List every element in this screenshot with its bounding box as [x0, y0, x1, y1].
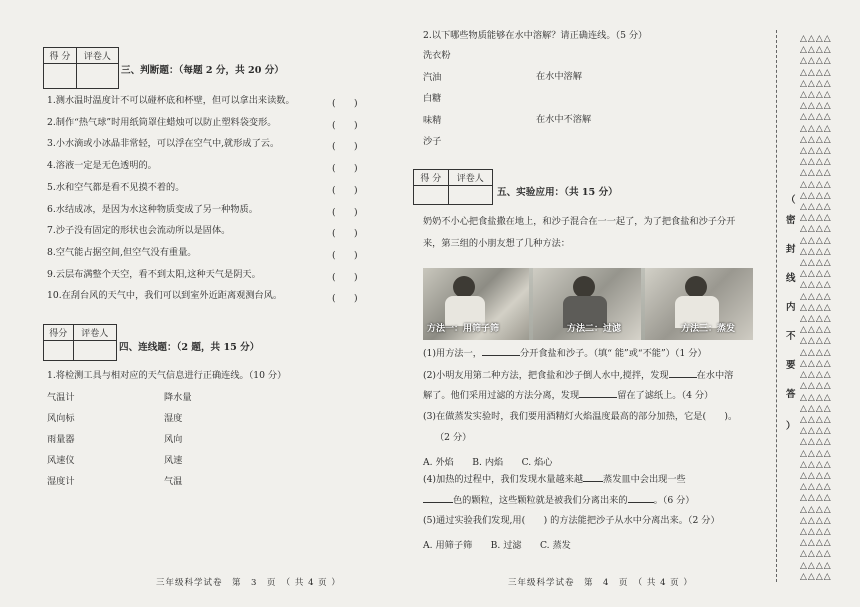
- page-footer-left: 三年级科学试卷 第 3 页 （ 共 4 页 ）: [156, 578, 341, 588]
- answer-blank-2a[interactable]: [669, 377, 697, 378]
- weather-item[interactable]: 风速: [164, 455, 183, 466]
- question-5-3-options: A. 外焰 B. 内焰 C. 焰心: [423, 457, 553, 468]
- grader-cell[interactable]: [73, 341, 117, 361]
- answer-paren[interactable]: ( ): [332, 293, 358, 305]
- grader-cell[interactable]: [76, 64, 118, 89]
- question-5-5-options: A. 用筛子筛 B. 过滤 C. 蒸发: [423, 540, 571, 551]
- score-label: 得 分: [44, 48, 77, 64]
- method2-caption: 方法二：过滤: [567, 324, 622, 334]
- tool-item[interactable]: 风向标: [47, 413, 75, 424]
- substance-item[interactable]: 白糖: [423, 93, 442, 104]
- tool-item[interactable]: 雨量器: [47, 434, 75, 445]
- seal-char: 答: [786, 389, 796, 400]
- section5-title: 五、实验应用：（共 15 分）: [497, 187, 618, 198]
- page-footer-right: 三年级科学试卷 第 4 页 （ 共 4 页 ）: [508, 578, 693, 588]
- seal-char: 不: [786, 331, 796, 342]
- section3-title: 三、判断题：（每题 2 分，共 20 分）: [121, 65, 284, 76]
- score-label: 得分: [44, 325, 74, 341]
- score-box-section3: [43, 47, 119, 89]
- score-label: 得 分: [414, 170, 449, 186]
- score-cell[interactable]: [44, 341, 74, 361]
- answer-blank-4c[interactable]: [628, 502, 654, 503]
- grader-label: 评卷人: [448, 170, 492, 186]
- question-5-1: (1)用方法一， 分开食盐和沙子。（填“ 能”或“不能”）（1 分）: [423, 348, 707, 359]
- judge-item: 9.云层布满整个天空，看不到太阳,这种天气是阴天。: [47, 268, 261, 280]
- seal-char: 线: [786, 273, 796, 284]
- substance-item[interactable]: 洗衣粉: [423, 50, 451, 61]
- method3-caption: 方法三：蒸发: [681, 324, 736, 334]
- judge-item: 7.沙子没有固定的形状也会流动所以是固体。: [47, 225, 231, 237]
- question-4-2: 2.以下哪些物质能够在水中溶解？请正确连线。（5 分）: [423, 30, 648, 41]
- question-5-2: (2)小明友用第二种方法，把食盐和沙子倒人水中,搅拌，发现 在水中溶: [423, 370, 734, 381]
- seal-char: 密: [786, 215, 796, 226]
- method3-photo: [645, 268, 753, 340]
- answer-paren[interactable]: ( ): [332, 206, 358, 218]
- seal-char: 封: [786, 244, 796, 255]
- experiment-photo: [423, 268, 753, 340]
- question-5-5: (5)通过实验我们发现,用( ) 的方法能把沙子从水中分离出来。（2 分）: [423, 515, 720, 526]
- substance-item[interactable]: 沙子: [423, 136, 442, 147]
- tool-item[interactable]: 湿度计: [47, 476, 75, 487]
- question-5-3: (3)在做蒸发实验时，我们要用酒精灯火焰温度最高的部分加热，它是( )。: [423, 411, 738, 422]
- judge-item: 3.小水滴或小冰晶非常轻，可以浮在空气中,就形成了云。: [47, 138, 280, 150]
- not-dissolve-label: 在水中不溶解: [536, 114, 592, 125]
- grader-cell[interactable]: [448, 186, 492, 205]
- seal-paren-close: ）: [786, 421, 796, 432]
- method1-caption: 方法一：用筛子筛: [427, 324, 500, 334]
- tool-item[interactable]: 风速仪: [47, 455, 75, 466]
- judge-item: 1.测水温时温度计不可以碰杯底和杯壁，但可以拿出来读数。: [47, 95, 295, 106]
- question-5-2-cont: 解了。他们采用过滤的方法分离，发现 留在了滤纸上。（4 分）: [423, 390, 714, 401]
- score-cell[interactable]: [44, 64, 77, 89]
- substance-item[interactable]: 味精: [423, 114, 442, 126]
- judge-item: 5.水和空气都是看不见摸不着的。: [47, 181, 185, 193]
- triangle-border: △△△△ △△△△ △△△△ △△△△ △△△△ △△△△ △△△△ △△△△ △△△△ △△△△ △△△△ △△△△ △△△△ △△△△ △△△△ △△△△ △△△△ △△△△ △△△△ △△△△ △△△△ △△△△ △△△△ △△△△ △△△△ △△△△ △△△△ △△△△ △△△△ △△△△ △△△△ △△△△ △△△△ △△△△ △△△△ △△△△ △△△△ △△△△ △△△△ △△△△ △△△△ △△△△ △△△△ △△△△ △△△△ △△△△ △△△△ △△△△ △△△△: [800, 34, 832, 582]
- weather-item[interactable]: 湿度: [164, 413, 183, 424]
- judge-item: 4.溶液一定是无色透明的。: [47, 160, 157, 172]
- question-4-1: 1.将检测工具与相对应的天气信息进行正确连线。（10 分）: [47, 370, 287, 381]
- judge-item: 2.制作“热气球”时用纸筒罩住蜡烛可以防止塑料袋变形。: [47, 116, 277, 128]
- answer-paren[interactable]: ( ): [332, 271, 358, 283]
- intro-line-2: 来，第三组的小朋友想了几种方法：: [423, 238, 570, 249]
- seal-paren-open: （: [786, 195, 796, 206]
- answer-paren[interactable]: ( ): [332, 249, 358, 261]
- question-5-4: (4)加热的过程中，我们发现水量越来越 蒸发皿中会出现一些: [423, 474, 686, 485]
- judge-item: 8.空气能占据空间,但空气没有重量。: [47, 246, 197, 258]
- grader-label: 评卷人: [73, 325, 117, 341]
- weather-item[interactable]: 风向: [164, 434, 183, 445]
- tool-item[interactable]: 气温计: [47, 392, 75, 403]
- answer-paren[interactable]: ( ): [332, 141, 358, 153]
- question-5-3-score: （2 分）: [435, 432, 472, 443]
- weather-item[interactable]: 降水量: [164, 392, 192, 403]
- answer-blank-4b[interactable]: [423, 502, 453, 503]
- dissolve-label: 在水中溶解: [536, 71, 582, 82]
- answer-paren[interactable]: ( ): [332, 184, 358, 196]
- seal-char: 内: [786, 302, 796, 313]
- intro-line-1: 奶奶不小心把食盐撒在地上，和沙子混合在一一起了，为了把食盐和沙子分开: [423, 216, 736, 227]
- grader-label: 评卷人: [76, 48, 118, 64]
- method2-photo: [533, 268, 641, 340]
- question-5-4-cont: 色的颗粒，这些颗粒就是被我们分离出来的 。（6 分）: [423, 495, 694, 507]
- judge-item: 10.在刮台风的天气中，我们可以到室外近距离观测台风。: [47, 290, 283, 302]
- method1-photo: [423, 268, 529, 340]
- score-cell[interactable]: [414, 186, 449, 205]
- answer-blank-2b[interactable]: [579, 397, 617, 398]
- answer-paren[interactable]: ( ): [332, 98, 358, 109]
- answer-blank-1[interactable]: [482, 355, 520, 356]
- score-box-section5: [413, 169, 493, 205]
- seal-line: [776, 30, 777, 582]
- weather-item[interactable]: 气温: [164, 476, 183, 487]
- judge-item: 6.水结成冰，是因为水这种物质变成了另一种物质。: [47, 203, 258, 215]
- answer-blank-4a[interactable]: [583, 481, 603, 482]
- seal-char: 要: [786, 360, 796, 371]
- score-box-section4: [43, 324, 117, 361]
- answer-paren[interactable]: ( ): [332, 228, 358, 240]
- answer-paren[interactable]: ( ): [332, 119, 358, 131]
- section4-title: 四、连线题：（2 题，共 15 分）: [119, 342, 260, 353]
- answer-paren[interactable]: ( ): [332, 163, 358, 175]
- substance-item[interactable]: 汽油: [423, 71, 442, 83]
